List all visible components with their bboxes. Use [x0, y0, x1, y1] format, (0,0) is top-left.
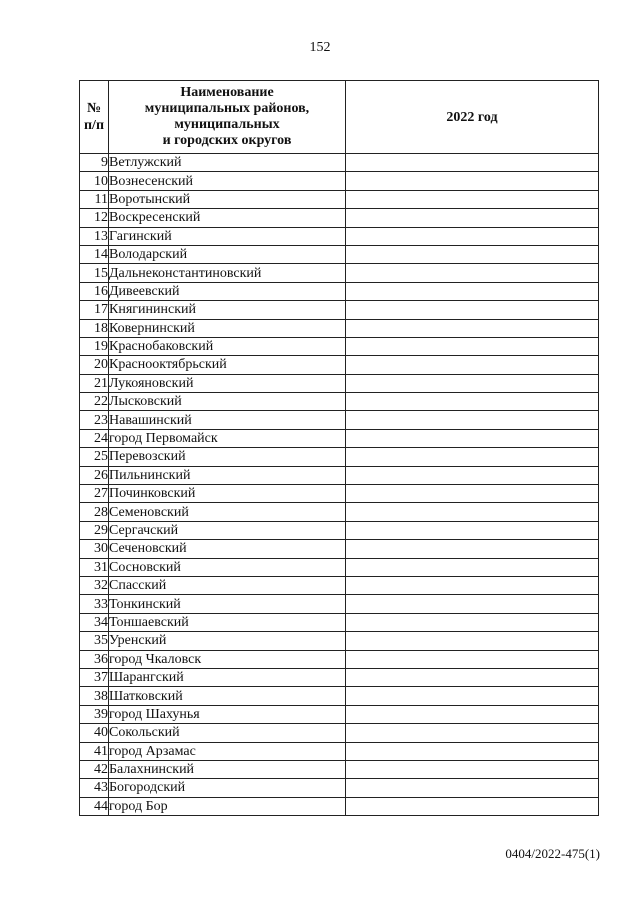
row-number: 20	[80, 356, 109, 374]
row-name: Ковернинский	[109, 319, 346, 337]
row-name: город Шахунья	[109, 705, 346, 723]
row-number: 26	[80, 466, 109, 484]
row-name: Сокольский	[109, 724, 346, 742]
row-name: Гагинский	[109, 227, 346, 245]
row-number: 38	[80, 687, 109, 705]
header-name	[109, 81, 346, 154]
row-value-2022	[346, 209, 599, 227]
row-name: Ветлужский	[109, 154, 346, 172]
row-number: 19	[80, 337, 109, 355]
row-value-2022	[346, 337, 599, 355]
row-value-2022	[346, 172, 599, 190]
row-value-2022	[346, 356, 599, 374]
header-year: 2022 год	[346, 81, 599, 154]
row-value-2022	[346, 448, 599, 466]
row-value-2022	[346, 779, 599, 797]
row-value-2022	[346, 540, 599, 558]
row-value-2022	[346, 521, 599, 539]
row-name: Володарский	[109, 245, 346, 263]
table-row	[80, 687, 599, 705]
table-row	[80, 540, 599, 558]
table-row	[80, 172, 599, 190]
row-number: 40	[80, 724, 109, 742]
row-name: Воскресенский	[109, 209, 346, 227]
row-name: Богородский	[109, 779, 346, 797]
row-number: 22	[80, 393, 109, 411]
row-value-2022	[346, 264, 599, 282]
row-number: 10	[80, 172, 109, 190]
table-row	[80, 668, 599, 686]
row-name: Тонкинский	[109, 595, 346, 613]
row-value-2022	[346, 742, 599, 760]
row-number: 29	[80, 521, 109, 539]
row-number: 35	[80, 632, 109, 650]
row-name: Воротынский	[109, 190, 346, 208]
row-name: Лукояновский	[109, 374, 346, 392]
table-row	[80, 245, 599, 263]
table-row	[80, 724, 599, 742]
row-number: 18	[80, 319, 109, 337]
table-row	[80, 209, 599, 227]
row-value-2022	[346, 576, 599, 594]
table-row	[80, 797, 599, 815]
row-name: город Арзамас	[109, 742, 346, 760]
municipalities-table	[79, 80, 599, 816]
row-number: 32	[80, 576, 109, 594]
row-number: 36	[80, 650, 109, 668]
header-name-line: Наименование	[180, 85, 274, 100]
row-number: 33	[80, 595, 109, 613]
row-name: Перевозский	[109, 448, 346, 466]
header-num: № п/п	[80, 81, 109, 154]
row-name: город Первомайск	[109, 429, 346, 447]
row-number: 12	[80, 209, 109, 227]
row-name: Балахнинский	[109, 760, 346, 778]
row-value-2022	[346, 319, 599, 337]
row-value-2022	[346, 429, 599, 447]
header-name-line: муниципальных районов,	[144, 101, 310, 116]
row-number: 23	[80, 411, 109, 429]
table-row	[80, 760, 599, 778]
table-row	[80, 429, 599, 447]
row-number: 16	[80, 282, 109, 300]
row-number: 14	[80, 245, 109, 263]
row-name: Сергачский	[109, 521, 346, 539]
row-number: 31	[80, 558, 109, 576]
row-value-2022	[346, 797, 599, 815]
row-number: 34	[80, 613, 109, 631]
table-row	[80, 393, 599, 411]
table-row	[80, 301, 599, 319]
row-number: 42	[80, 760, 109, 778]
row-value-2022	[346, 374, 599, 392]
row-value-2022	[346, 595, 599, 613]
page-number: 152	[309, 40, 331, 55]
row-name: Семеновский	[109, 503, 346, 521]
row-name: Пильнинский	[109, 466, 346, 484]
row-name: город Бор	[109, 797, 346, 815]
row-name: Княгининский	[109, 301, 346, 319]
table-row	[80, 264, 599, 282]
table-row	[80, 503, 599, 521]
table-row	[80, 337, 599, 355]
table-row	[80, 448, 599, 466]
table-row	[80, 154, 599, 172]
row-number: 39	[80, 705, 109, 723]
row-value-2022	[346, 190, 599, 208]
row-name: Навашинский	[109, 411, 346, 429]
row-number: 24	[80, 429, 109, 447]
row-value-2022	[346, 245, 599, 263]
table-row	[80, 650, 599, 668]
table-row	[80, 742, 599, 760]
row-value-2022	[346, 760, 599, 778]
header-name-line: муниципальных	[174, 117, 280, 132]
row-name: город Чкаловск	[109, 650, 346, 668]
table-row	[80, 779, 599, 797]
row-number: 30	[80, 540, 109, 558]
row-name: Лысковский	[109, 393, 346, 411]
row-name: Краснобаковский	[109, 337, 346, 355]
row-name: Уренский	[109, 632, 346, 650]
row-value-2022	[346, 632, 599, 650]
row-number: 15	[80, 264, 109, 282]
row-value-2022	[346, 154, 599, 172]
row-number: 21	[80, 374, 109, 392]
row-number: 13	[80, 227, 109, 245]
table-row	[80, 227, 599, 245]
row-name: Краснооктябрьский	[109, 356, 346, 374]
table-header-row	[80, 81, 599, 154]
row-value-2022	[346, 503, 599, 521]
row-value-2022	[346, 558, 599, 576]
row-value-2022	[346, 411, 599, 429]
table-row	[80, 521, 599, 539]
row-number: 44	[80, 797, 109, 815]
table-row	[80, 319, 599, 337]
row-value-2022	[346, 668, 599, 686]
row-value-2022	[346, 227, 599, 245]
table-row	[80, 190, 599, 208]
row-name: Сеченовский	[109, 540, 346, 558]
row-number: 11	[80, 190, 109, 208]
table-row	[80, 576, 599, 594]
table-row	[80, 613, 599, 631]
row-name: Шатковский	[109, 687, 346, 705]
table-row	[80, 632, 599, 650]
table-row	[80, 411, 599, 429]
table-body	[80, 154, 599, 816]
row-name: Тоншаевский	[109, 613, 346, 631]
row-value-2022	[346, 282, 599, 300]
row-value-2022	[346, 393, 599, 411]
table-row	[80, 466, 599, 484]
row-number: 37	[80, 668, 109, 686]
row-number: 17	[80, 301, 109, 319]
row-value-2022	[346, 301, 599, 319]
row-name: Спасский	[109, 576, 346, 594]
row-value-2022	[346, 466, 599, 484]
row-name: Шарангский	[109, 668, 346, 686]
row-number: 41	[80, 742, 109, 760]
table-row	[80, 374, 599, 392]
row-value-2022	[346, 724, 599, 742]
row-number: 27	[80, 485, 109, 503]
row-number: 9	[80, 154, 109, 172]
row-value-2022	[346, 705, 599, 723]
document-code: 0404/2022-475(1)	[505, 846, 600, 861]
table-row	[80, 282, 599, 300]
row-number: 28	[80, 503, 109, 521]
table-row	[80, 558, 599, 576]
row-name: Починковский	[109, 485, 346, 503]
header-name-line: и городских округов	[162, 133, 292, 148]
row-value-2022	[346, 485, 599, 503]
row-number: 43	[80, 779, 109, 797]
row-name: Дальнеконстантиновский	[109, 264, 346, 282]
table-row	[80, 705, 599, 723]
row-name: Сосновский	[109, 558, 346, 576]
row-value-2022	[346, 613, 599, 631]
row-value-2022	[346, 650, 599, 668]
row-number: 25	[80, 448, 109, 466]
table-row	[80, 485, 599, 503]
row-name: Дивеевский	[109, 282, 346, 300]
table-row	[80, 356, 599, 374]
table-row	[80, 595, 599, 613]
row-value-2022	[346, 687, 599, 705]
row-name: Вознесенский	[109, 172, 346, 190]
